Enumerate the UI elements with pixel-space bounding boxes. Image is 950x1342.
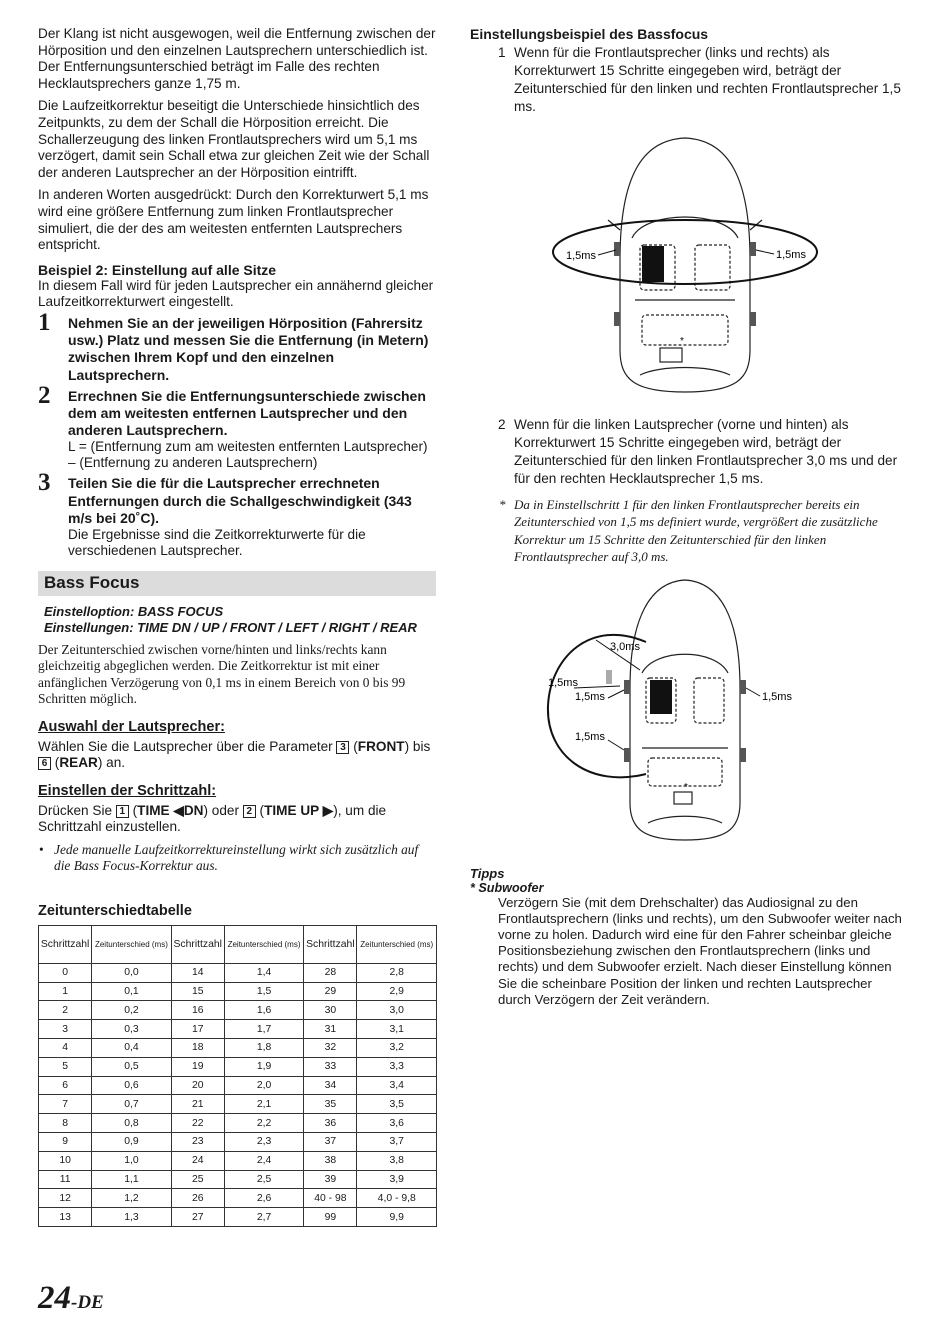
table-cell: 0,7	[92, 1095, 171, 1114]
table-cell: 24	[171, 1151, 224, 1170]
diagram2-star: *	[684, 781, 688, 793]
param-box-1: 1	[116, 805, 129, 818]
table-cell: 2	[39, 1001, 92, 1020]
table-cell: 1,9	[224, 1057, 303, 1076]
settings-line: Einstellungen: TIME DN / UP / FRONT / LEFT / RIGHT / REAR	[44, 619, 417, 635]
diagram2-mid-label: 1,5ms	[575, 690, 605, 703]
table-cell: 13	[39, 1208, 92, 1227]
diagram2-left-label: 1,5ms	[548, 676, 578, 689]
example-item-2: 2 Wenn für die linken Lautsprecher (vorne und hinten) als Korrekturwert 15 Schritte eingegeben wird, beträgt der Zeitunterschied für den linken Frontlautsprecher 3,0 ms und der für den rechten Hecklautsprecher 1,5 ms.	[498, 417, 898, 486]
intro-paragraph-2: Der Entfernungsunterschied beträgt im Falle des rechten Hecklautsprechers ganze 1,75 m.	[38, 59, 380, 91]
table-row	[39, 982, 437, 1001]
table-cell: 2,2	[224, 1114, 303, 1133]
table-row	[39, 963, 437, 982]
table-header: Schrittzahl	[39, 925, 92, 963]
step-description: Die Ergebnisse sind die Zeitkorrekturwerte für die verschiedenen Lautsprecher.	[68, 526, 366, 558]
table-cell: 9,9	[357, 1208, 437, 1227]
table-cell: 2,0	[224, 1076, 303, 1095]
step-number: 1	[38, 308, 51, 336]
subwoofer-seat	[642, 246, 664, 282]
table-cell: 1,7	[224, 1020, 303, 1039]
table-header: Zeitunterschied (ms)	[357, 925, 437, 963]
table-row	[39, 1189, 437, 1208]
table-row	[39, 1208, 437, 1227]
step-title: Errechnen Sie die Entfernungsunterschiede zwischen dem am weitesten entfernen Lautsprecher und den anderen Lautsprechern.	[68, 387, 426, 439]
step-count-heading: Einstellen der Schrittzahl:	[38, 782, 217, 799]
time-difference-table	[38, 925, 437, 1227]
intro-paragraph-4: In anderen Worten ausgedrückt: Durch den Korrekturwert 5,1 ms wird eine größere Entfernung zum linken Frontlautsprecher simuliert, die der des am weitesten entfernten Lautsprechers entspricht.	[38, 187, 429, 253]
table-cell: 35	[304, 1095, 357, 1114]
table-cell: 8	[39, 1114, 92, 1133]
table-cell: 3	[39, 1020, 92, 1039]
car-diagram-front-speakers	[470, 120, 902, 410]
table-cell: 2,4	[224, 1151, 303, 1170]
table-cell: 3,4	[357, 1076, 437, 1095]
subwoofer-seat	[650, 680, 672, 714]
diagram2-top-label: 3,0ms	[610, 640, 640, 653]
section-title-bar	[38, 571, 436, 596]
table-row	[39, 1095, 437, 1114]
table-cell: 20	[171, 1076, 224, 1095]
example2-text: In diesem Fall wird für jeden Lautsprecher ein annähernd gleicher Laufzeitkorrekturwert eingestellt.	[38, 277, 434, 310]
step-number: 2	[38, 381, 51, 409]
table-cell: 0,5	[92, 1057, 171, 1076]
table-cell: 31	[304, 1020, 357, 1039]
bass-focus-description: Der Zeitunterschied zwischen vorne/hinten und links/rechts kann gleichzeitig abgeglichen werden. Die Zeitkorrektur ist mit einer anfänglichen Verzögerung von 0,1 ms in einem Bereich von 0 bis 99 Schritten möglich.	[38, 641, 406, 707]
table-cell: 1,2	[92, 1189, 171, 1208]
speaker-selection-heading: Auswahl der Lautsprecher:	[38, 718, 225, 735]
table-cell: 1,3	[92, 1208, 171, 1227]
step-title: Nehmen Sie an der jeweiligen Hörposition (Fahrersitz usw.) Platz und messen Sie die Entfernung (in Metern) zwischen Ihrem Kopf und den einzelnen Lautsprechern.	[68, 314, 429, 383]
step-1	[38, 308, 436, 384]
table-cell: 0,6	[92, 1076, 171, 1095]
diagram1-right-label: 1,5ms	[776, 249, 806, 261]
section-title: Bass Focus	[44, 573, 140, 593]
table-cell: 2,8	[357, 963, 437, 982]
table-cell: 23	[171, 1132, 224, 1151]
table-cell: 1,6	[224, 1001, 303, 1020]
example-heading: Einstellungsbeispiel des Bassfocus	[470, 26, 709, 42]
intro-paragraph-3: Die Laufzeitkorrektur beseitigt die Unterschiede hinsichtlich des Zeitpunkts, zu dem der Schall die Hörposition erreicht. Die Schallerzeugung des linken Frontlautsprechers wird um 5,1 ms verzögert, damit sein Schall etwa zur gleichen Zeit wie der Schall der anderen Lautsprecher an der Hörposition eintrifft.	[38, 98, 430, 180]
diagram2-rear-label: 1,5ms	[575, 730, 605, 743]
table-cell: 0,4	[92, 1038, 171, 1057]
table-cell: 14	[171, 963, 224, 982]
table-row	[39, 1151, 437, 1170]
footnote: * Da in Einstellschritt 1 für den linken Frontlautsprecher bereits ein Zeitunterschied von 1,5 ms definiert wurde, vergrößert die zusätzliche Korrektur um 15 Schritte den Zeitunterschied für den linken Frontlautsprecher auf 3,0 ms.	[499, 497, 878, 565]
table-cell: 2,7	[224, 1208, 303, 1227]
table-row	[39, 1020, 437, 1039]
table-cell: 12	[39, 1189, 92, 1208]
diagram2-right-label: 1,5ms	[762, 690, 792, 703]
table-cell: 4	[39, 1038, 92, 1057]
table-cell: 1	[39, 982, 92, 1001]
step-description: L = (Entfernung zum am weitesten entfernten Lautsprecher) – (Entfernung zu anderen Lautsprechern)	[68, 439, 428, 471]
table-row	[39, 1170, 437, 1189]
table-row	[39, 1038, 437, 1057]
table-cell: 5	[39, 1057, 92, 1076]
table-row	[39, 1076, 437, 1095]
table-cell: 21	[171, 1095, 224, 1114]
tips-body: Verzögern Sie (mit dem Drehschalter) das Audiosignal zu den Frontlautsprechern (links und rechts), um den Subwoofer weiter nach vorne zu holen. Dadurch wird eine für den Fahrer scheinbar gleiche Positionsbeziehung zwischen den Frontlautsprechern (links und rechts) und dem Subwoofer erzielt. Nach dieser Einstellung können Sie die scheinbare Position der linken und rechten Lautsprecher durch Verzögern der Zeit verändern.	[498, 894, 902, 1007]
step-title: Teilen Sie die für die Lautsprecher errechneten Entfernungen durch die Schallgeschwindigkeit (343 m/s bei 20˚C).	[68, 475, 412, 526]
right-column	[470, 26, 902, 1008]
table-cell: 38	[304, 1151, 357, 1170]
table-cell: 2,1	[224, 1095, 303, 1114]
bullet-note: • Jede manuelle Laufzeitkorrektureinstellung wirkt sich zusätzlich auf die Bass Focus-Korrektur aus.	[38, 842, 436, 875]
diagram1-star: *	[680, 336, 684, 347]
table-cell: 40 - 98	[304, 1189, 357, 1208]
example2-heading: Beispiel 2: Einstellung auf alle Sitze	[38, 261, 277, 278]
table-cell: 0,3	[92, 1020, 171, 1039]
table-cell: 1,1	[92, 1170, 171, 1189]
speaker-selection-text: Wählen Sie die Lautsprecher über die Parameter 3 (FRONT) bis 6 (REAR) an.	[38, 738, 431, 771]
step-3	[38, 469, 436, 559]
table-row	[39, 1114, 437, 1133]
car-diagram-left-speakers	[470, 578, 902, 850]
table-cell: 1,5	[224, 982, 303, 1001]
table-cell: 0,9	[92, 1132, 171, 1151]
table-cell: 18	[171, 1038, 224, 1057]
intro-paragraph-1: Der Klang ist nicht ausgewogen, weil die Entfernung zwischen der Hörposition und den einzelnen Lautsprechern unterschiedlich ist.	[38, 26, 436, 58]
table-row	[39, 1132, 437, 1151]
tips-subheading: * Subwoofer	[470, 880, 544, 895]
table-cell: 1,8	[224, 1038, 303, 1057]
table-cell: 3,7	[357, 1132, 437, 1151]
tips-title: Tipps	[470, 865, 505, 881]
table-cell: 0,2	[92, 1001, 171, 1020]
left-column	[38, 26, 436, 1227]
table-cell: 1,0	[92, 1151, 171, 1170]
table-cell: 0	[39, 963, 92, 982]
table-cell: 0,1	[92, 982, 171, 1001]
table-cell: 17	[171, 1020, 224, 1039]
table-header-row	[39, 925, 437, 963]
table-cell: 33	[304, 1057, 357, 1076]
table-cell: 10	[39, 1151, 92, 1170]
table-header: Zeitunterschied (ms)	[92, 925, 171, 963]
table-cell: 25	[171, 1170, 224, 1189]
param-box-6: 6	[38, 757, 51, 770]
example-item-1: 1 Wenn für die Frontlautsprecher (links und rechts) als Korrekturwert 15 Schritte eingegeben wird, beträgt der Zeitunterschied für den linken und rechten Frontlautsprecher 1,5 ms.	[498, 45, 901, 114]
table-cell: 28	[304, 963, 357, 982]
diagram1-left-label: 1,5ms	[566, 250, 596, 262]
param-box-2: 2	[243, 805, 256, 818]
table-cell: 11	[39, 1170, 92, 1189]
item-number: 1	[498, 45, 506, 60]
table-cell: 3,6	[357, 1114, 437, 1133]
option-line: Einstelloption: BASS FOCUS	[44, 603, 224, 619]
table-cell: 2,3	[224, 1132, 303, 1151]
table-cell: 0,0	[92, 963, 171, 982]
table-cell: 30	[304, 1001, 357, 1020]
table-cell: 3,1	[357, 1020, 437, 1039]
step-2	[38, 381, 436, 472]
table-cell: 2,6	[224, 1189, 303, 1208]
table-header: Schrittzahl	[304, 925, 357, 963]
table-cell: 15	[171, 982, 224, 1001]
table-cell: 16	[171, 1001, 224, 1020]
table-header: Zeitunterschied (ms)	[224, 925, 303, 963]
table-cell: 27	[171, 1208, 224, 1227]
table-cell: 4,0 - 9,8	[357, 1189, 437, 1208]
table-cell: 3,2	[357, 1038, 437, 1057]
table-cell: 1,4	[224, 963, 303, 982]
table-cell: 99	[304, 1208, 357, 1227]
item-number: 2	[498, 417, 506, 432]
table-cell: 3,5	[357, 1095, 437, 1114]
table-row	[39, 1057, 437, 1076]
step-count-text: Drücken Sie 1 (TIME ◀DN) oder 2 (TIME UP ▶), um die Schrittzahl einzustellen.	[38, 802, 387, 835]
table-cell: 32	[304, 1038, 357, 1057]
table-row	[39, 1001, 437, 1020]
table-cell: 39	[304, 1170, 357, 1189]
table-cell: 0,8	[92, 1114, 171, 1133]
table-title: Zeitunterschiedtabelle	[38, 902, 192, 919]
table-cell: 3,3	[357, 1057, 437, 1076]
table-header: Schrittzahl	[171, 925, 224, 963]
table-cell: 29	[304, 982, 357, 1001]
table-cell: 2,5	[224, 1170, 303, 1189]
table-cell: 36	[304, 1114, 357, 1133]
table-cell: 19	[171, 1057, 224, 1076]
table-cell: 3,8	[357, 1151, 437, 1170]
table-cell: 9	[39, 1132, 92, 1151]
table-cell: 3,9	[357, 1170, 437, 1189]
table-cell: 6	[39, 1076, 92, 1095]
table-cell: 37	[304, 1132, 357, 1151]
param-box-3: 3	[336, 741, 349, 754]
step-number: 3	[38, 469, 51, 497]
table-cell: 22	[171, 1114, 224, 1133]
page-number: 24-DE	[38, 1280, 104, 1316]
table-cell: 7	[39, 1095, 92, 1114]
table-cell: 34	[304, 1076, 357, 1095]
table-cell: 26	[171, 1189, 224, 1208]
table-cell: 3,0	[357, 1001, 437, 1020]
table-cell: 2,9	[357, 982, 437, 1001]
